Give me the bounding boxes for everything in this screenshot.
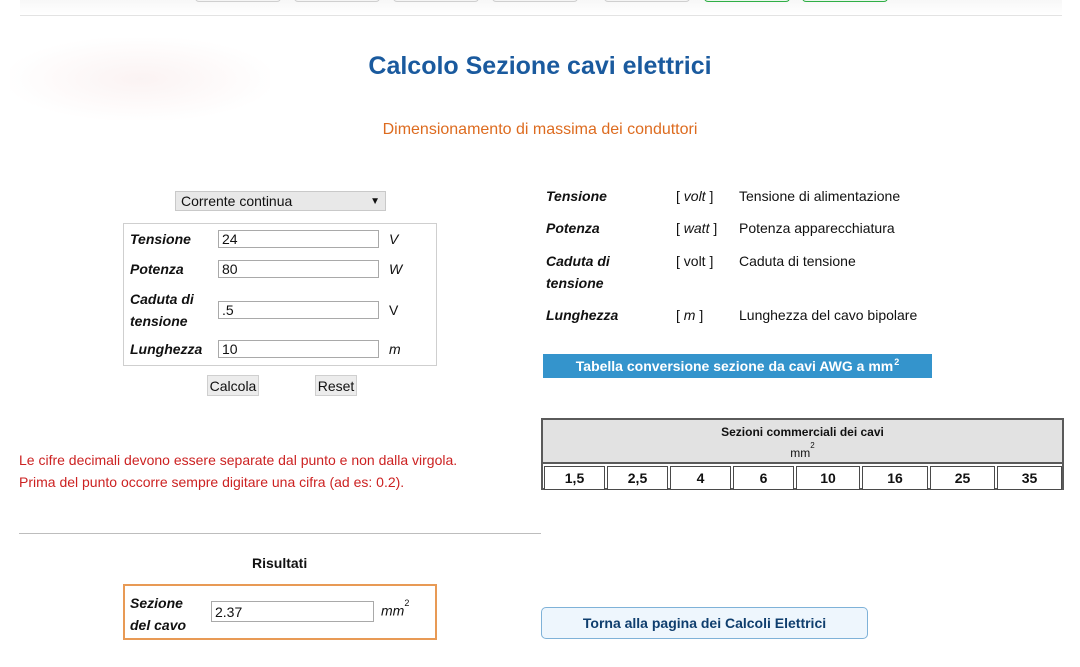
- page-subtitle: Dimensionamento di massima dei conduttori: [382, 121, 698, 138]
- potenza-unit: W: [389, 261, 403, 277]
- caduta-label-line2: tensione: [130, 313, 188, 329]
- section-cell: 1,5: [544, 466, 605, 490]
- legend-unit: [ watt ]: [676, 220, 718, 236]
- potenza-row: [130, 258, 402, 280]
- section-cell: 35: [997, 466, 1062, 490]
- top-nav-strip: [20, 0, 1062, 16]
- legend-desc: Caduta di tensione: [739, 253, 856, 269]
- caduta-input[interactable]: .5: [218, 301, 379, 319]
- result-label: Sezione del cavo: [130, 595, 187, 633]
- nav-tab[interactable]: [294, 0, 380, 2]
- result-unit: $mm^2$: [381, 598, 410, 619]
- tensione-row: [130, 228, 398, 250]
- lunghezza-unit: m: [389, 341, 401, 357]
- section-cell: 6: [733, 466, 794, 490]
- tensione-label: Tensione: [130, 231, 191, 247]
- legend-desc: Potenza apparecchiatura: [739, 220, 895, 236]
- lunghezza-label: Lunghezza: [130, 341, 203, 357]
- section-cell: 4: [670, 466, 731, 490]
- caduta-row: [130, 288, 398, 332]
- section-cell: 10: [796, 466, 860, 490]
- calcola-button[interactable]: Calcola: [207, 375, 259, 396]
- caduta-label-line1: Caduta di: [130, 291, 194, 307]
- back-to-calculations-button[interactable]: Torna alla pagina dei Calcoli Elettrici: [541, 607, 868, 639]
- tensione-input[interactable]: 24: [218, 230, 379, 248]
- awg-conversion-sup: 2: [894, 357, 900, 367]
- legend-unit: [ volt ]: [676, 253, 714, 269]
- legend-key: Caduta di tensione: [546, 253, 610, 291]
- section-cell: 25: [930, 466, 995, 490]
- legend-key: Lunghezza: [546, 307, 619, 323]
- decimal-note-line2: Prima del punto occorre sempre digitare una cifra (ad es: 0.2).: [19, 474, 405, 490]
- sections-table-title: Sezioni commerciali dei cavi: [721, 425, 884, 439]
- result-section-output[interactable]: 2.37: [211, 601, 374, 622]
- awg-conversion-label: Tabella conversione sezione da cavi AWG a mm: [575, 358, 894, 374]
- nav-tab[interactable]: [492, 0, 578, 2]
- legend-desc: Tensione di alimentazione: [739, 188, 901, 204]
- section-cell: 16: [862, 466, 928, 490]
- legend-unit: [ m ]: [676, 307, 704, 323]
- results-box: [123, 584, 437, 640]
- dropdown-caret-icon: ▼: [370, 195, 380, 207]
- sections-table-unit: $mm^2$: [790, 441, 815, 460]
- current-type-select[interactable]: [175, 191, 386, 211]
- nav-tab[interactable]: [604, 0, 690, 2]
- nav-tab[interactable]: [704, 0, 790, 2]
- legend-desc: Lunghezza del cavo bipolare: [739, 307, 918, 323]
- awg-conversion-button[interactable]: [543, 354, 932, 378]
- potenza-label: Potenza: [130, 261, 184, 277]
- legend-row-tensione: [546, 185, 900, 207]
- nav-tab[interactable]: [802, 0, 888, 2]
- legend-row-lunghezza: [546, 304, 917, 326]
- nav-tab[interactable]: [393, 0, 479, 2]
- section-cell: 2,5: [607, 466, 668, 490]
- legend-key: Potenza: [546, 220, 600, 236]
- legend-key: Tensione: [546, 188, 607, 204]
- decimal-note-line1: Le cifre decimali devono essere separate dal punto e non dalla virgola.: [19, 452, 458, 468]
- results-divider: [19, 533, 541, 534]
- lunghezza-input[interactable]: 10: [218, 340, 379, 358]
- nav-tab[interactable]: [195, 0, 281, 2]
- current-type-value: Corrente continua: [181, 193, 293, 209]
- page-title: Calcolo Sezione cavi elettrici: [368, 52, 712, 80]
- results-title: Risultati: [252, 555, 308, 571]
- potenza-input[interactable]: 80: [218, 260, 379, 278]
- tensione-unit: V: [389, 231, 399, 247]
- legend-row-potenza: [546, 217, 895, 239]
- legend-unit: [ volt ]: [676, 188, 714, 204]
- caduta-label: [130, 288, 218, 332]
- sections-table: [541, 418, 1064, 490]
- lunghezza-row: [130, 338, 401, 360]
- reset-button[interactable]: Reset: [315, 375, 357, 396]
- caduta-unit: V: [389, 302, 399, 318]
- input-form: [123, 223, 437, 366]
- legend-row-caduta: [546, 250, 856, 294]
- sections-table-header: [543, 420, 1062, 464]
